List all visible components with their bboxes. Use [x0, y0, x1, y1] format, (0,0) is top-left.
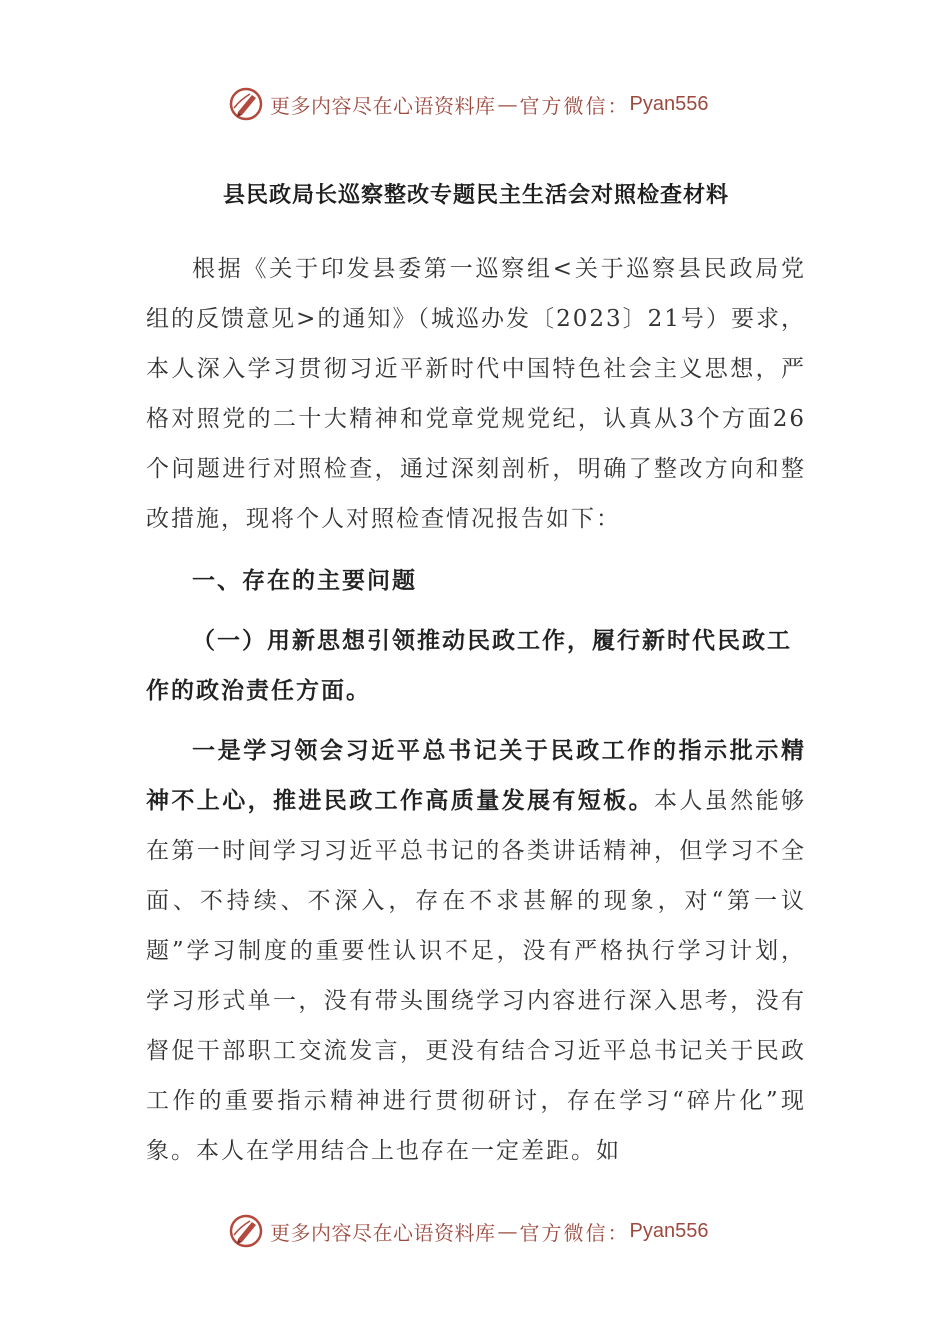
- wechat-id: Pyan556: [629, 92, 709, 115]
- pen-logo-icon: [228, 1213, 264, 1249]
- document-body: [146, 170, 806, 1176]
- footer-banner: [228, 1211, 708, 1251]
- wechat-label: 官方微信：: [519, 93, 630, 118]
- promo-text: 更多内容尽在心语资料库: [270, 1220, 496, 1245]
- wechat-id: Pyan556: [629, 1219, 709, 1242]
- point-body: 本人虽然能够在第一时间学习习近平总书记的各类讲话精神，但学习不全面、不持续、不深入，存在不求甚解的现象，对“第一议题”学习制度的重要性认识不足，没有严格执行学习计划，学习形式单一，没有带头围绕学习内容进行深入思考，没有督促干部职工交流发言，更没有结合习近平总书记关于民政工作的重要指示精神进行贯彻研讨，存在学习“碎片化”现象。本人在学用结合上也存在一定差距。如: [146, 788, 807, 1164]
- header-banner: [228, 84, 708, 124]
- banner-separator: —: [497, 1219, 518, 1243]
- document-title: 县民政局长巡察整改专题民主生活会对照检查材料: [222, 182, 729, 208]
- subsection-heading: （一）用新思想引领推动民政工作，履行新时代民政工作的政治责任方面。: [146, 627, 792, 704]
- intro-paragraph: 根据《关于印发县委第一巡察组<关于巡察县民政局党组的反馈意见>的通知》（城巡办发〔2023〕21号）要求，本人深入学习贯彻习近平新时代中国特色社会主义思想，严格对照党的二十大精神和党章党规党纪，认真从3个方面26个问题进行对照检查，通过深刻剖析，明确了整改方向和整改措施，现将个人对照检查情况报告如下：: [146, 256, 806, 532]
- banner-separator: —: [497, 92, 518, 116]
- pen-logo-icon: [228, 86, 264, 122]
- point-paragraph: [146, 726, 806, 1176]
- promo-text: 更多内容尽在心语资料库: [270, 93, 496, 118]
- point-lead: 一是学习领会习近平总书记关于民政工作的指示批示精神不上心，推进民政工作高质量发展有短板。: [146, 737, 806, 814]
- wechat-label: 官方微信：: [519, 1220, 630, 1245]
- section-heading: 一、存在的主要问题: [192, 567, 417, 594]
